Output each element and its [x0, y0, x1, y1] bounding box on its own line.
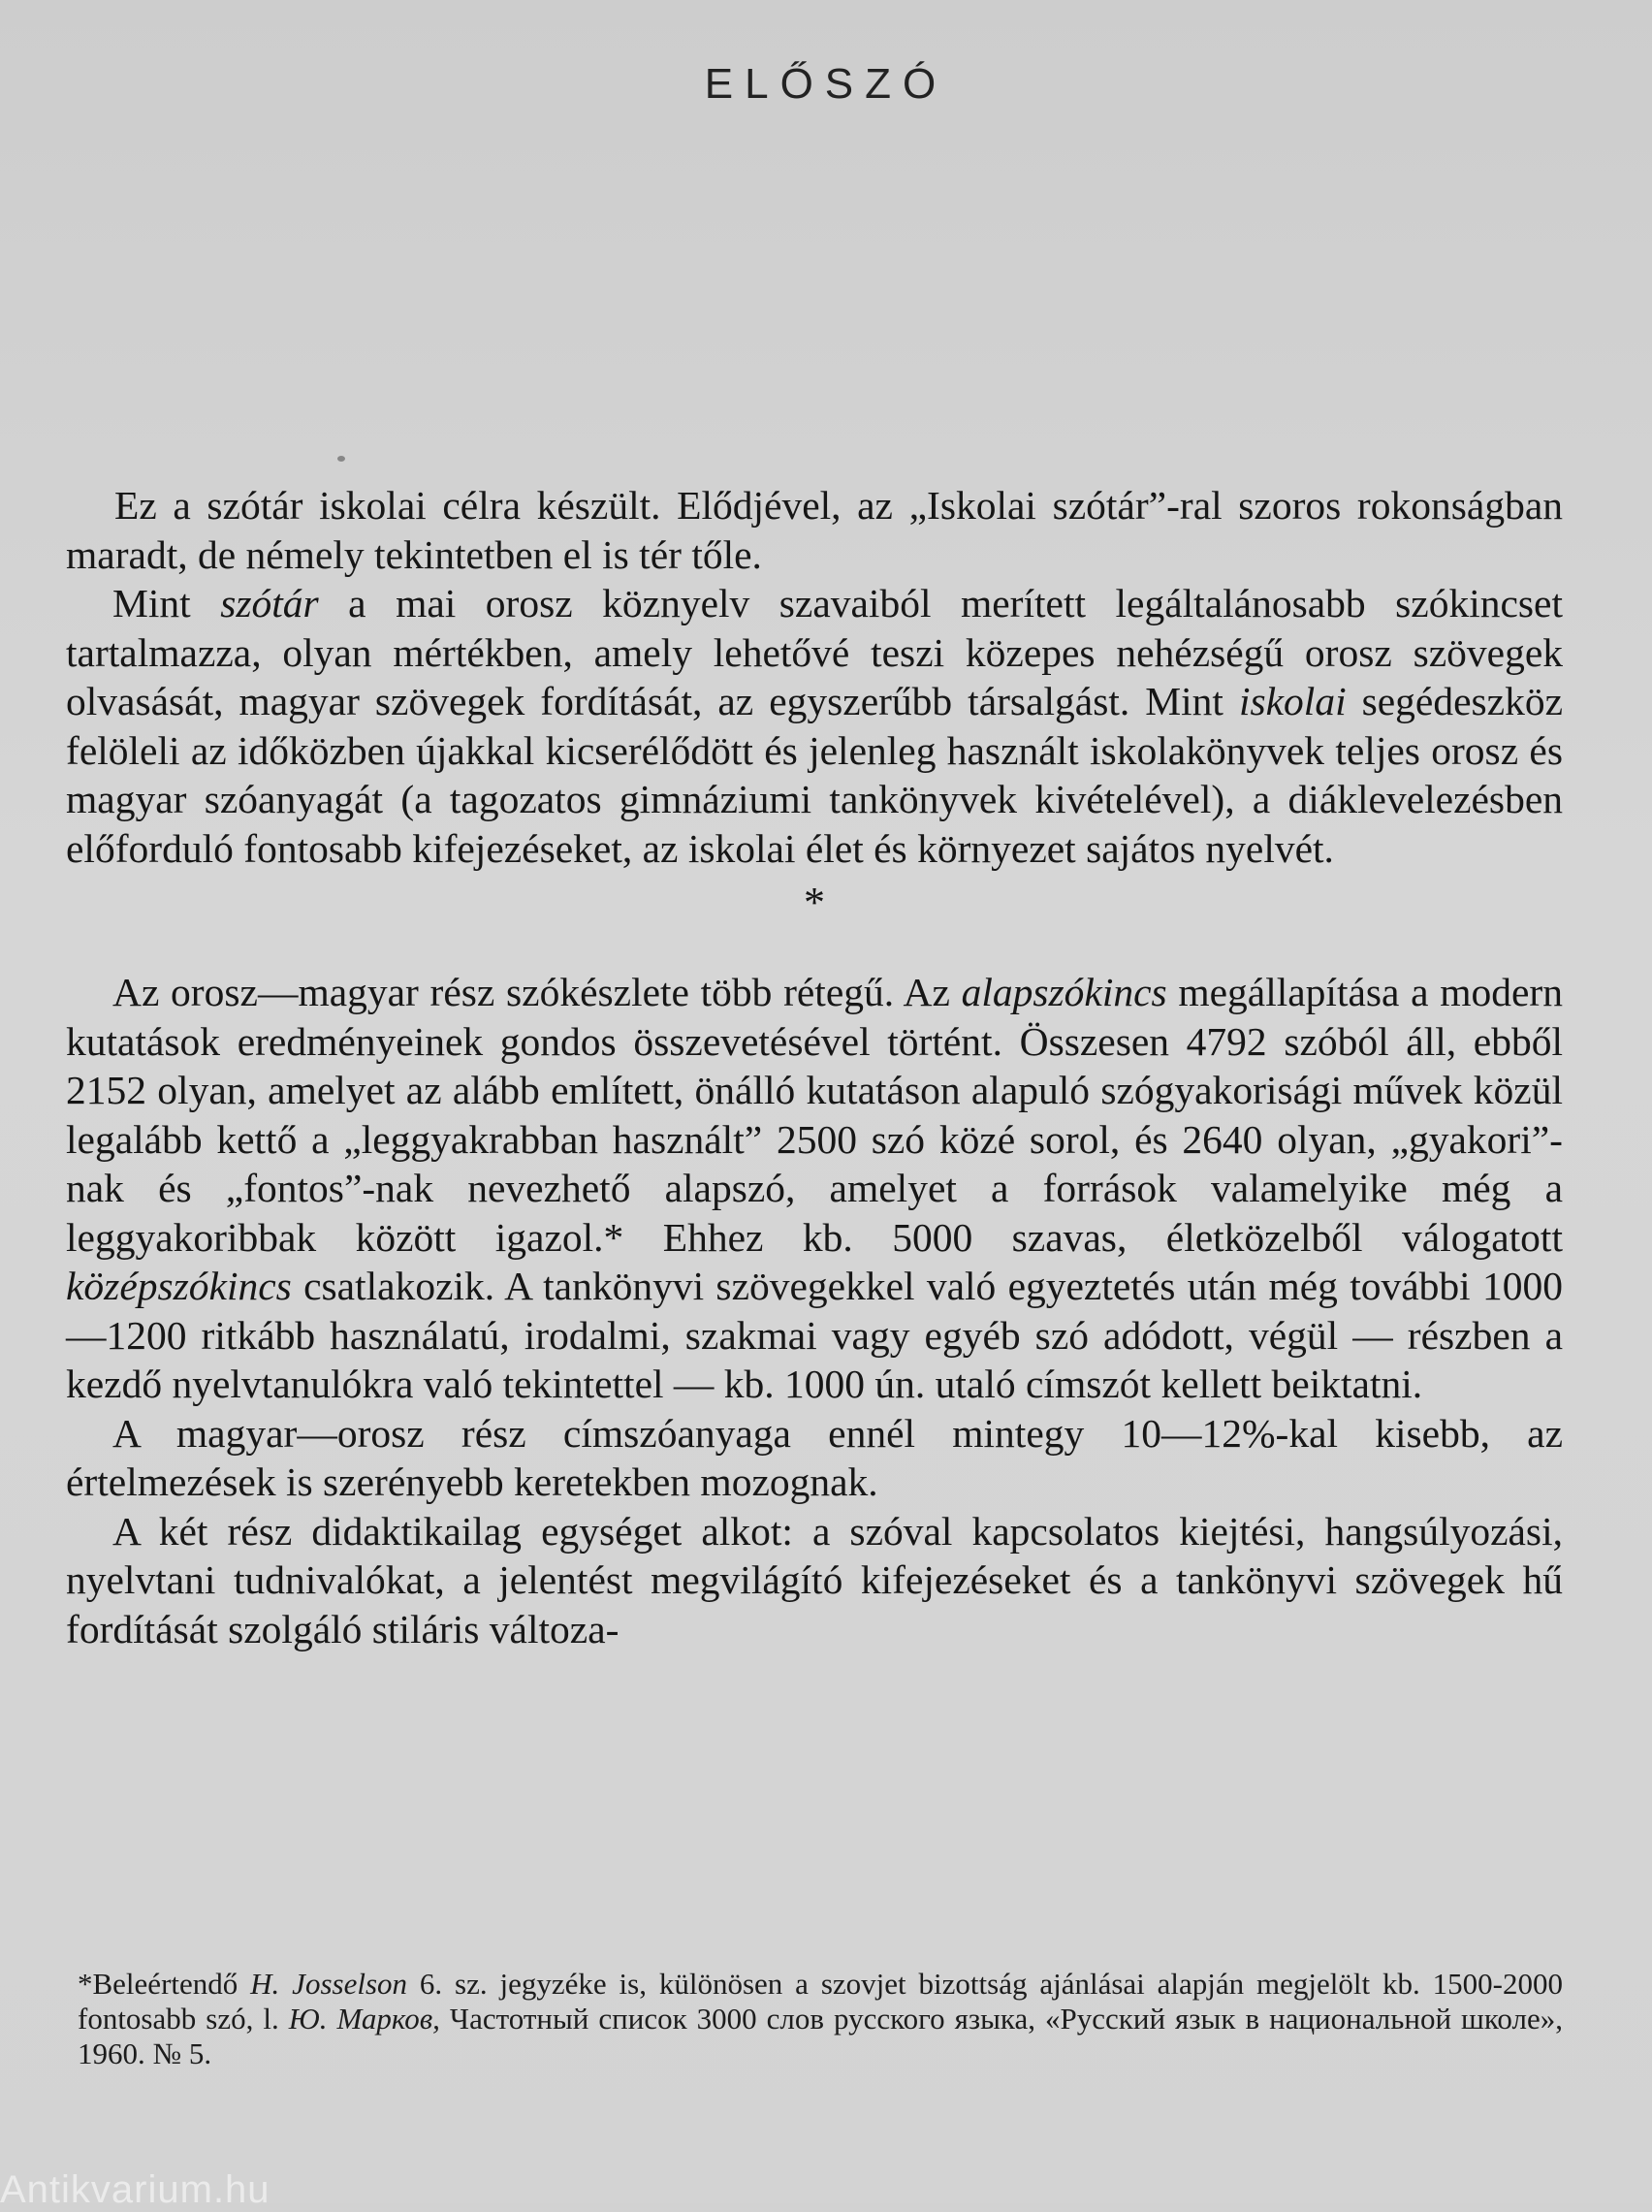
text-run: megállapítása a modern kutatások eredményeinek gondos összevetésével történt. Összesen 4792 szóból áll, ebből 2152 olyan, amelyet az alább említett, önálló kutatáson alapuló szógyakorisági művek közül legalább kettő a „leggyakrabban használt” 2500 szó közé sorol, és 2640 olyan, „gyakori”-nak és „fontos”-nak nevezhető alapszó, amelyet a források valamelyike még a leggyakoribbak között igazol.* Ehhez kb. 5000 szavas, életközelből válogatott — [66, 970, 1563, 1260]
paragraph-dictionary — [66, 579, 1563, 873]
text-run: segédeszköz felöleli az időközben újakkal kicserélődött és jelenleg használt iskolakönyvek teljes orosz és magyar szóanyagát (a tagozatos gimnáziumi tankönyvek kivételével), a diáklevelezésben előforduló fontosabb kifejezéseket, az iskolai élet és környezet sajátos nyelvét. — [66, 679, 1563, 871]
emphasis-name: Ю. Марков, — [288, 2002, 440, 2036]
text-run: Az orosz—magyar rész szókészlete több rétegű. Az — [112, 970, 962, 1014]
text-run: A magyar—orosz rész címszóanyaga ennél mintegy 10—12%-kal kisebb, az értelmezések is szerényebb keretekben mozognak. — [66, 1410, 1563, 1504]
emphasis-term: alapszókincs — [961, 970, 1167, 1014]
main-text — [66, 481, 1563, 1653]
text-run: csatlakozik. A tankönyvi szövegekkel való egyeztetés után még további 1000—1200 ritkább használatú, irodalmi, szakmai vagy egyéb szó adódott, végül — részben a kezdő nyelvtanulókra való tekintettel — kb. 1000 ún. utaló címszót kellett beiktatni. — [66, 1264, 1563, 1406]
footnote-text — [78, 1967, 1563, 2071]
footnote — [78, 1967, 1563, 2071]
text-run: Частотный список 3000 слов русского языка, «Русский язык в национальной школе», 1960. № 5. — [78, 2002, 1563, 2070]
emphasis-term: szótár — [220, 581, 319, 625]
emphasis-term: középszókincs — [66, 1264, 292, 1308]
page-title: ELŐSZÓ — [704, 60, 948, 108]
text-run: Mint — [112, 581, 221, 625]
text-run: 6. sz. jegyzéke is, különösen a szovjet bizottság ajánlásai alapján megjelölt kb. 1500-2000 fontosabb szó, l. — [78, 1967, 1563, 2036]
paragraph-intro — [66, 481, 1563, 579]
emphasis-term: iskolai — [1238, 679, 1347, 723]
ink-speck — [337, 456, 345, 462]
text-run: A két rész didaktikailag egységet alkot: a szóval kapcsolatos kiejtési, hangsúlyozási, nyelvtani tudnivalókat, a jelentést megvilágító kifejezéseket és a tankönyvi szövegek hű fordítását szolgáló stiláris változa- — [66, 1508, 1563, 1651]
paragraph-didactic — [66, 1507, 1563, 1654]
emphasis-name: H. Josselson — [250, 1967, 408, 2001]
section-divider: * — [804, 879, 825, 926]
watermark: Antikvarium.hu — [0, 2168, 270, 2211]
text-run: *Beleértendő — [78, 1967, 251, 2001]
paragraph-hungarian-russian — [66, 1409, 1563, 1507]
paragraph-intro-text: Ez a szótár iskolai célra készült. Elődjével, az „Iskolai szótár”-ral szoros rokonságban maradt, de némely tekintetben el is tér tőle. — [66, 483, 1563, 577]
text-run: a mai orosz köznyelv szavaiból merített legáltalánosabb szókincset tartalmazza, olyan mértékben, amely lehetővé teszi közepes nehézségű orosz szövegek olvasását, magyar szövegek fordítását, az egyszerűbb társalgást. Mint — [66, 581, 1563, 723]
paragraph-russian-hungarian — [66, 968, 1563, 1409]
